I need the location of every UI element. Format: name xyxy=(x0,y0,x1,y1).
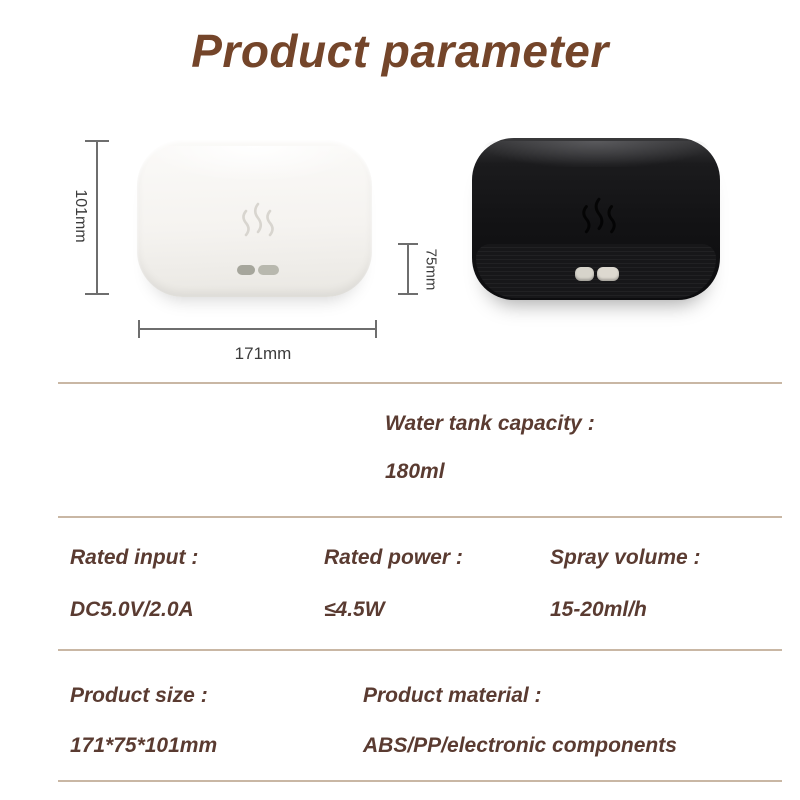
device-buttons xyxy=(575,267,619,281)
product-material-value: ABS/PP/electronic components xyxy=(363,734,677,757)
divider xyxy=(58,516,782,518)
divider xyxy=(58,382,782,384)
light-button-icon xyxy=(258,265,279,275)
white-diffuser-photo xyxy=(137,140,372,297)
device-buttons xyxy=(237,265,279,275)
steam-waves-icon xyxy=(239,201,277,241)
page-title: Product parameter xyxy=(191,25,609,77)
base-height-dimension-line xyxy=(407,243,409,295)
spray-volume-label: Spray volume : xyxy=(550,546,701,569)
rated-input-label: Rated input : xyxy=(70,546,199,569)
product-material-label: Product material : xyxy=(363,684,542,707)
base-height-dimension-label: 75mm xyxy=(422,248,440,291)
rated-power-value: ≤4.5W xyxy=(324,598,385,621)
spray-volume-value: 15-20ml/h xyxy=(550,598,647,621)
water-tank-capacity-value: 180ml xyxy=(385,460,445,483)
water-tank-capacity-label: Water tank capacity : xyxy=(385,412,595,435)
product-size-value: 171*75*101mm xyxy=(70,734,218,757)
width-dimension-label: 171mm xyxy=(234,344,292,363)
divider xyxy=(58,649,782,651)
width-dimension-line xyxy=(138,328,377,330)
rated-input-value: DC5.0V/2.0A xyxy=(70,598,194,621)
light-button-icon xyxy=(597,267,619,281)
height-dimension-label: 101mm xyxy=(72,189,89,243)
rated-power-label: Rated power : xyxy=(324,546,463,569)
steam-waves-icon xyxy=(579,196,619,238)
product-size-label: Product size : xyxy=(70,684,208,707)
height-dimension-line xyxy=(96,140,98,295)
black-diffuser-photo xyxy=(472,138,720,300)
power-button-icon xyxy=(237,265,255,275)
power-button-icon xyxy=(575,267,594,281)
divider xyxy=(58,780,782,782)
